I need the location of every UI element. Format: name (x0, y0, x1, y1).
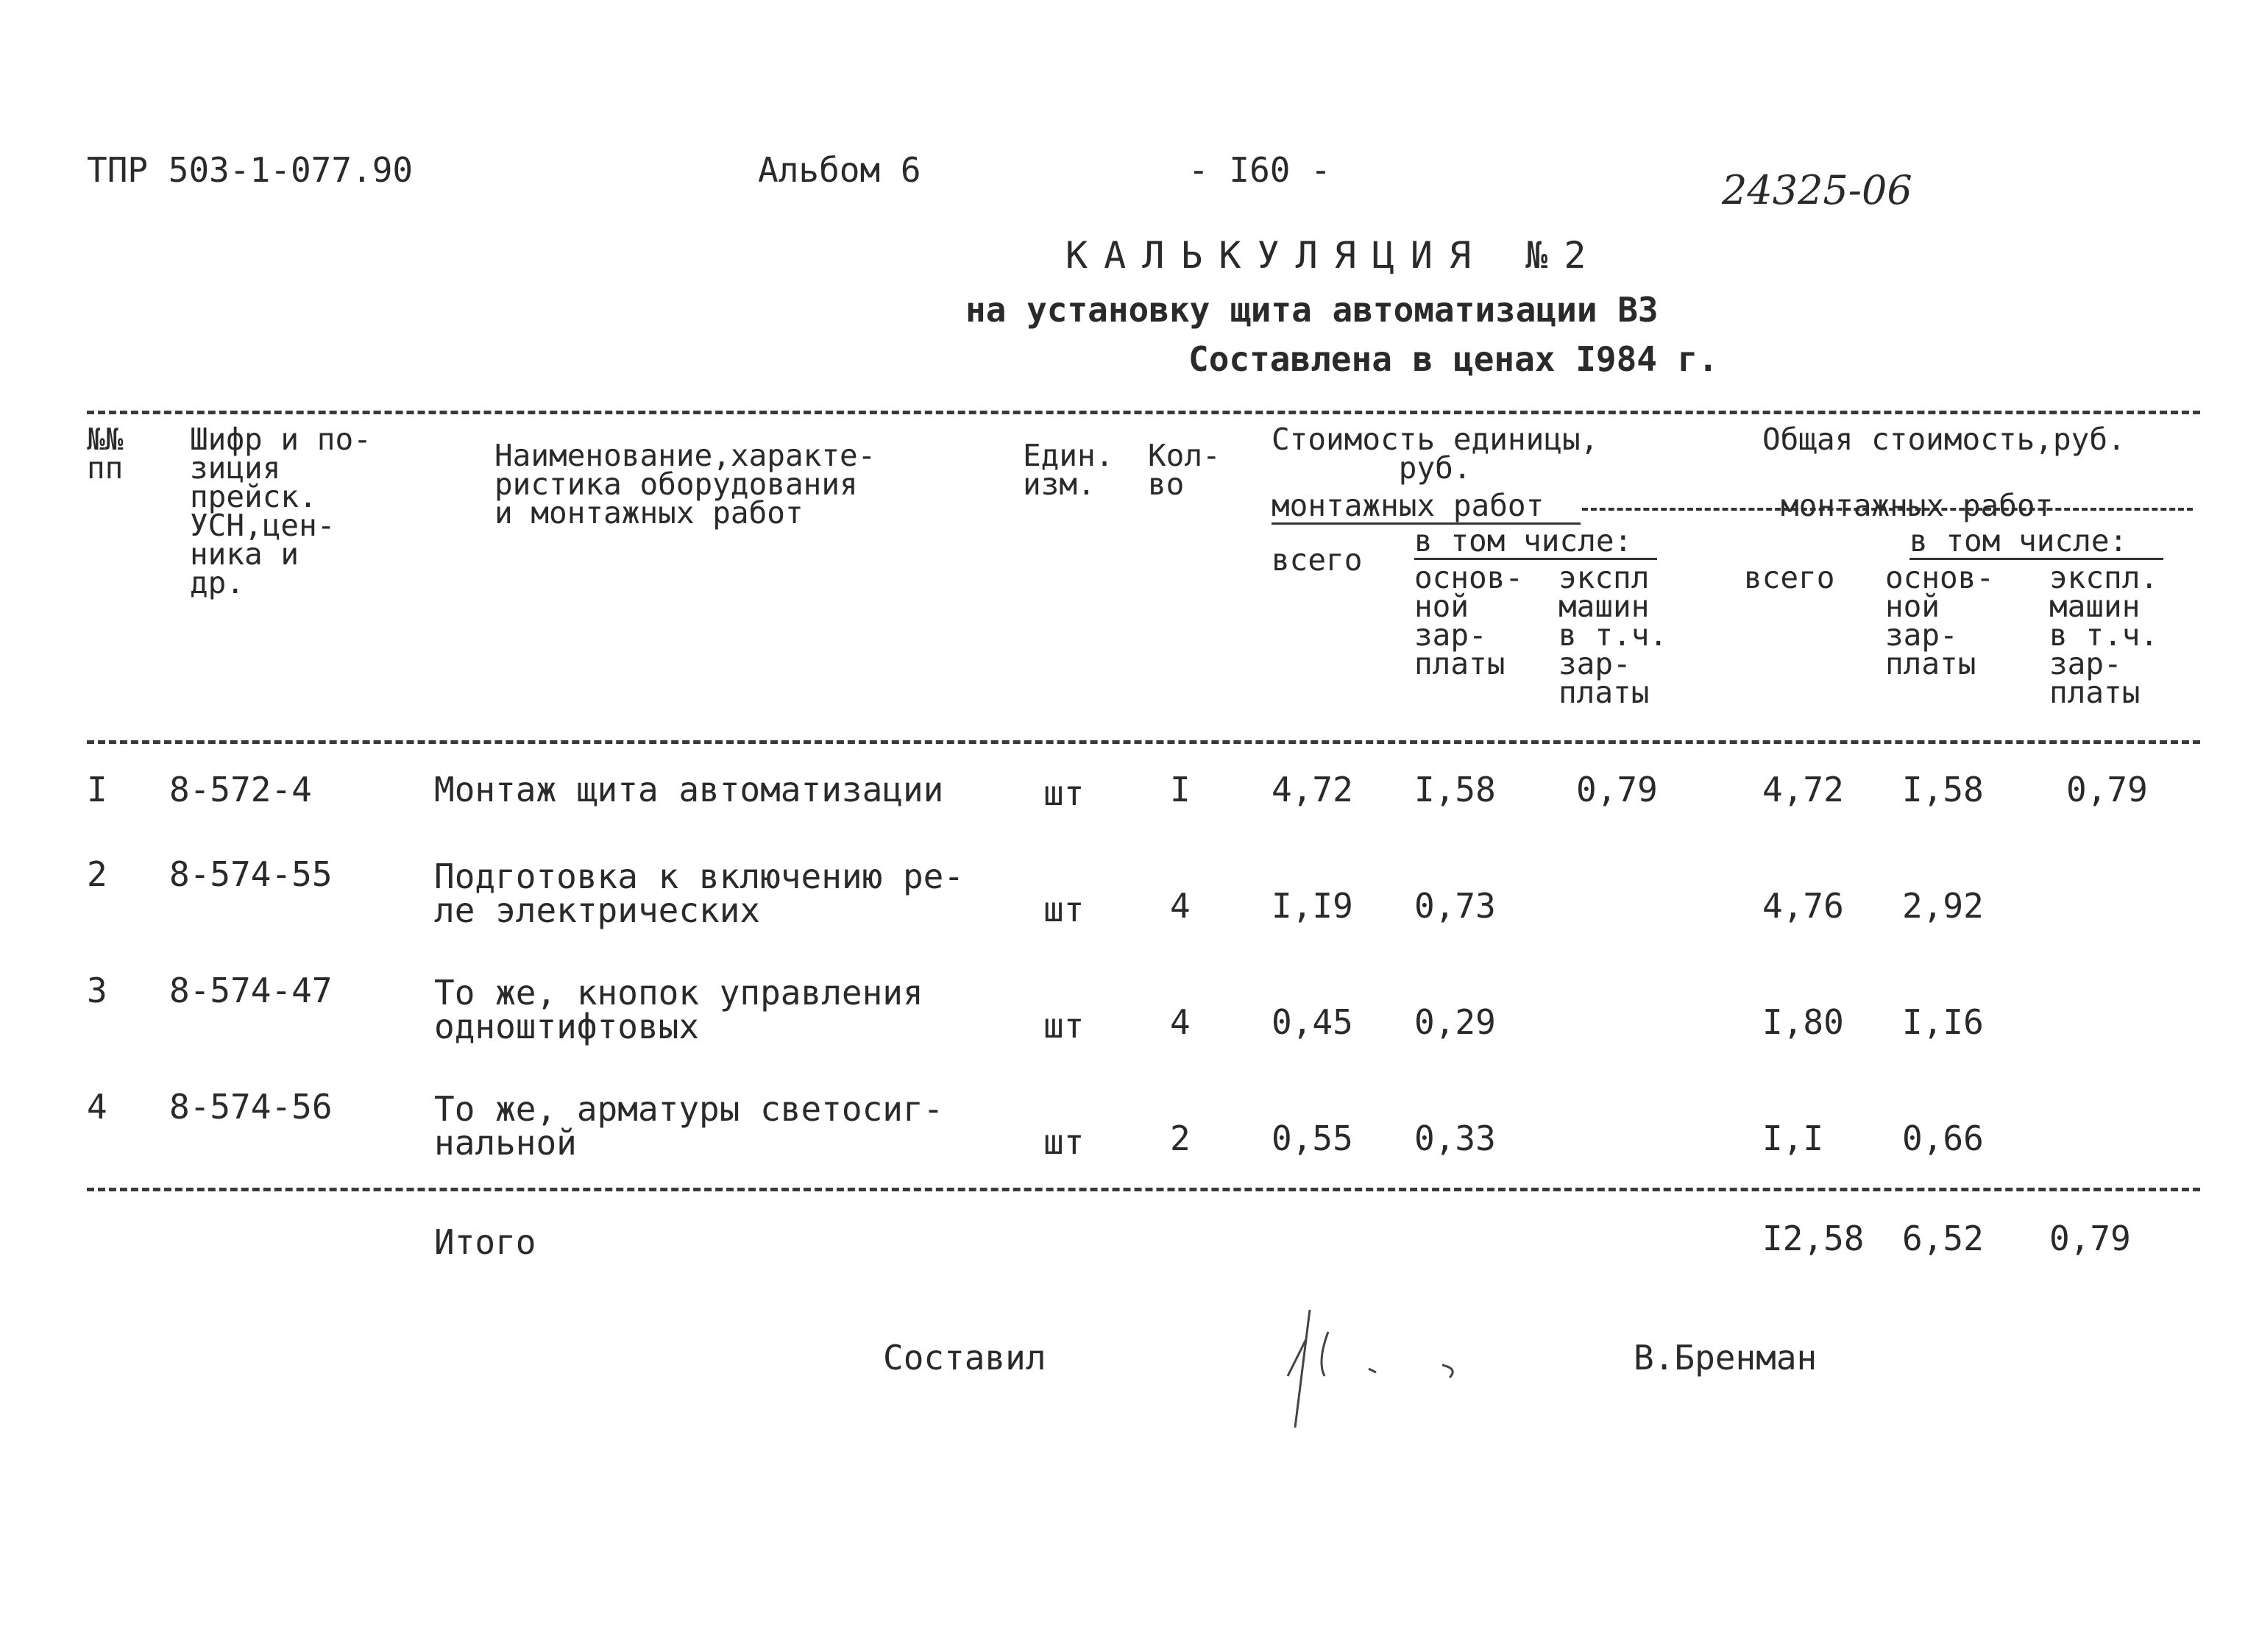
table-header-rule (87, 740, 2200, 744)
total-incl-header: в том числе: (1909, 523, 2128, 559)
col-unit-header: Един. изм. (1023, 438, 1114, 502)
table-row-name: То же, арматуры светосиг- нальной (434, 1089, 944, 1163)
unit-mount-work-header: монтажных работ (1272, 488, 1545, 523)
table-row-total: I,80 (1762, 1002, 1844, 1042)
table-row-qty: 4 (1170, 1002, 1191, 1042)
total-machines-header: экспл. машин в т.ч. зар- платы (2049, 560, 2159, 710)
table-row-total-wage: 2,92 (1902, 886, 1984, 926)
album-label: Альбом 6 (758, 150, 921, 190)
totals-machines: 0,79 (2049, 1219, 2131, 1258)
table-row-qty: 4 (1170, 886, 1191, 926)
total-mount-work-header: монтажных работ (1781, 488, 2054, 523)
document-subtitle: на установку щита автоматизации ВЗ (965, 290, 1659, 330)
compiled-by-label: Составил (883, 1338, 1046, 1378)
table-row-unit-total: 0,55 (1272, 1119, 1353, 1158)
table-row-qty: 2 (1170, 1119, 1191, 1158)
table-row-unit: шт (1043, 890, 1085, 929)
col-name-header: Наименование,характе- ристика оборудования и монтажных работ (494, 438, 876, 531)
table-row-name: То же, кнопок управления одноштифтовых (434, 973, 923, 1046)
unit-cost-header: Стоимость единицы, руб. (1272, 422, 1599, 486)
table-row-unit-total: 4,72 (1272, 770, 1353, 809)
table-top-rule (87, 411, 2200, 414)
author-name: В.Бренман (1634, 1338, 1818, 1378)
page-number: - I60 - (1188, 150, 1331, 190)
table-row-total-wage: I,I6 (1902, 1002, 1984, 1042)
table-row-total-wage: I,58 (1902, 770, 1984, 809)
totals-wage: 6,52 (1902, 1219, 1984, 1258)
totals-total: I2,58 (1762, 1219, 1865, 1258)
document-title: КАЛЬКУЛЯЦИЯ №2 (1065, 234, 1603, 277)
table-row-unit-wage: 0,33 (1414, 1119, 1496, 1158)
document-code: ТПР 503-1-077.90 (87, 150, 414, 190)
table-row-unit-total: 0,45 (1272, 1002, 1353, 1042)
unit-total-header: всего (1272, 542, 1363, 578)
table-row-code: 8-572-4 (169, 770, 312, 809)
total-cost-header: Общая стоимость,руб. (1762, 422, 2126, 457)
table-row-unit-wage: 0,29 (1414, 1002, 1496, 1042)
unit-machines-header: экспл машин в т.ч. зар- платы (1558, 560, 1668, 710)
price-basis: Составлена в ценах I984 г. (1188, 339, 1719, 379)
table-row-unit-wage: I,58 (1414, 770, 1496, 809)
table-row-name: Подготовка к включению ре- ле электрических (434, 857, 965, 930)
table-bottom-rule (87, 1188, 2200, 1191)
totals-label: Итого (434, 1222, 536, 1262)
table-row-number: I (87, 770, 107, 809)
table-row-unit-total: I,I9 (1272, 886, 1353, 926)
col-code-header: Шифр и по- зиция прейск. УСН,цен- ника и др. (190, 422, 372, 600)
table-row-number: 2 (87, 854, 107, 894)
table-row-unit-machines: 0,79 (1576, 770, 1658, 809)
table-row-unit: шт (1043, 1122, 1085, 1162)
table-row-code: 8-574-47 (169, 971, 333, 1010)
table-row-number: 3 (87, 971, 107, 1010)
total-total-header: всего (1744, 560, 1835, 595)
table-row-code: 8-574-56 (169, 1087, 333, 1127)
total-wages-header: основ- ной зар- платы (1885, 560, 1995, 681)
table-row-name: Монтаж щита автоматизации (434, 770, 944, 809)
table-row-qty: I (1170, 770, 1191, 809)
handwritten-signature (1266, 1295, 1501, 1442)
table-row-unit: шт (1043, 1006, 1085, 1046)
table-row-total-machines: 0,79 (2066, 770, 2148, 809)
unit-incl-header: в том числе: (1414, 523, 1633, 559)
document-number: 24325-06 (1722, 167, 1912, 213)
col-number-header: №№ пп (87, 422, 124, 486)
table-row-total: 4,72 (1762, 770, 1844, 809)
table-row-total-wage: 0,66 (1902, 1119, 1984, 1158)
table-row-total: I,I (1762, 1119, 1824, 1158)
table-row-unit: шт (1043, 773, 1085, 813)
table-row-unit-wage: 0,73 (1414, 886, 1496, 926)
table-row-total: 4,76 (1762, 886, 1844, 926)
col-qty-header: Кол- во (1148, 438, 1221, 502)
table-row-number: 4 (87, 1087, 107, 1127)
unit-wages-header: основ- ной зар- платы (1414, 560, 1524, 681)
table-row-code: 8-574-55 (169, 854, 333, 894)
